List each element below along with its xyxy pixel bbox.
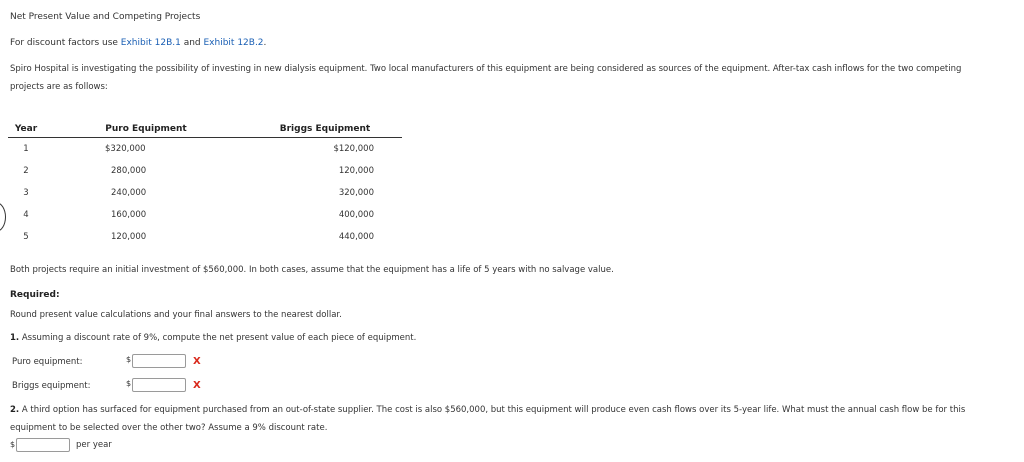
puro-npv-input[interactable] [132, 354, 186, 368]
discount-factors-line [10, 38, 266, 48]
puro-cell: 240,000 [111, 188, 147, 198]
briggs-npv-input[interactable] [132, 378, 186, 392]
intro-line-2: projects are as follows: [10, 82, 108, 92]
puro-cell: $320,000 [105, 144, 146, 154]
cash-inflows-table [8, 121, 402, 248]
annual-cash-flow-input[interactable] [16, 438, 70, 452]
exhibit-12b2-link[interactable]: Exhibit 12B.2 [203, 38, 264, 48]
table-row [8, 204, 402, 226]
year-cell: 2 [23, 166, 29, 176]
header-puro: Puro Equipment [44, 121, 248, 138]
question-2-line-1 [10, 405, 965, 415]
puro-cell: 280,000 [111, 166, 147, 176]
year-cell: 3 [23, 188, 29, 198]
question-1-text: Assuming a discount rate of 9%, compute the net present value of each piece of equipment. [19, 333, 417, 343]
year-cell: 5 [23, 232, 29, 242]
question-2-text: A third option has surfaced for equipment purchased from an out-of-state supplier. The cost is also $560,000, but this equipment will produce even cash flows over its 5-year life. What must the annual cash flow be for this [19, 405, 966, 415]
year-cell: 4 [23, 210, 29, 220]
briggs-cell: $120,000 [333, 144, 374, 154]
question-2-line-2: equipment to be selected over the other two? Assume a 9% discount rate. [10, 423, 328, 433]
briggs-incorrect-icon: X [193, 380, 201, 391]
puro-cell: 160,000 [111, 210, 147, 220]
table-row [8, 138, 402, 161]
table-row [8, 226, 402, 248]
investment-note: Both projects require an initial investment of $560,000. In both cases, assume that the equipment has a life of 5 years with no salvage value. [10, 265, 614, 275]
briggs-answer-label: Briggs equipment: [12, 381, 91, 391]
required-heading: Required: [10, 290, 60, 300]
briggs-currency-sign: $ [126, 379, 132, 388]
briggs-cell: 440,000 [338, 232, 374, 242]
header-year: Year [8, 121, 44, 138]
left-edge-bracket [0, 202, 6, 232]
discount-and: and [180, 38, 204, 48]
rounding-note: Round present value calculations and your final answers to the nearest dollar. [10, 310, 342, 320]
table-row [8, 182, 402, 204]
question-1 [10, 333, 416, 343]
puro-answer-label: Puro equipment: [12, 357, 83, 367]
exhibit-12b1-link[interactable]: Exhibit 12B.1 [120, 38, 181, 48]
puro-currency-sign: $ [126, 355, 132, 364]
table-header-row [8, 121, 402, 138]
puro-cell: 120,000 [111, 232, 147, 242]
annual-cash-currency-sign: $ [10, 440, 16, 449]
header-briggs: Briggs Equipment [248, 121, 402, 138]
question-2-number: 2. [10, 405, 20, 415]
briggs-cell: 120,000 [338, 166, 374, 176]
question-1-number: 1. [10, 333, 20, 343]
briggs-cell: 400,000 [338, 210, 374, 220]
discount-prefix: For discount factors use [10, 38, 121, 48]
discount-suffix: . [263, 38, 267, 48]
table-row [8, 160, 402, 182]
page-title: Net Present Value and Competing Projects [10, 12, 201, 22]
per-year-label: per year [76, 440, 112, 450]
briggs-cell: 320,000 [338, 188, 374, 198]
year-cell: 1 [23, 144, 29, 154]
puro-incorrect-icon: X [193, 356, 201, 367]
intro-line-1: Spiro Hospital is investigating the possibility of investing in new dialysis equipment. Two local manufacturers of this equipment are being considered as sources of the equipment. After-tax cash inflows for the two competing [10, 64, 962, 74]
